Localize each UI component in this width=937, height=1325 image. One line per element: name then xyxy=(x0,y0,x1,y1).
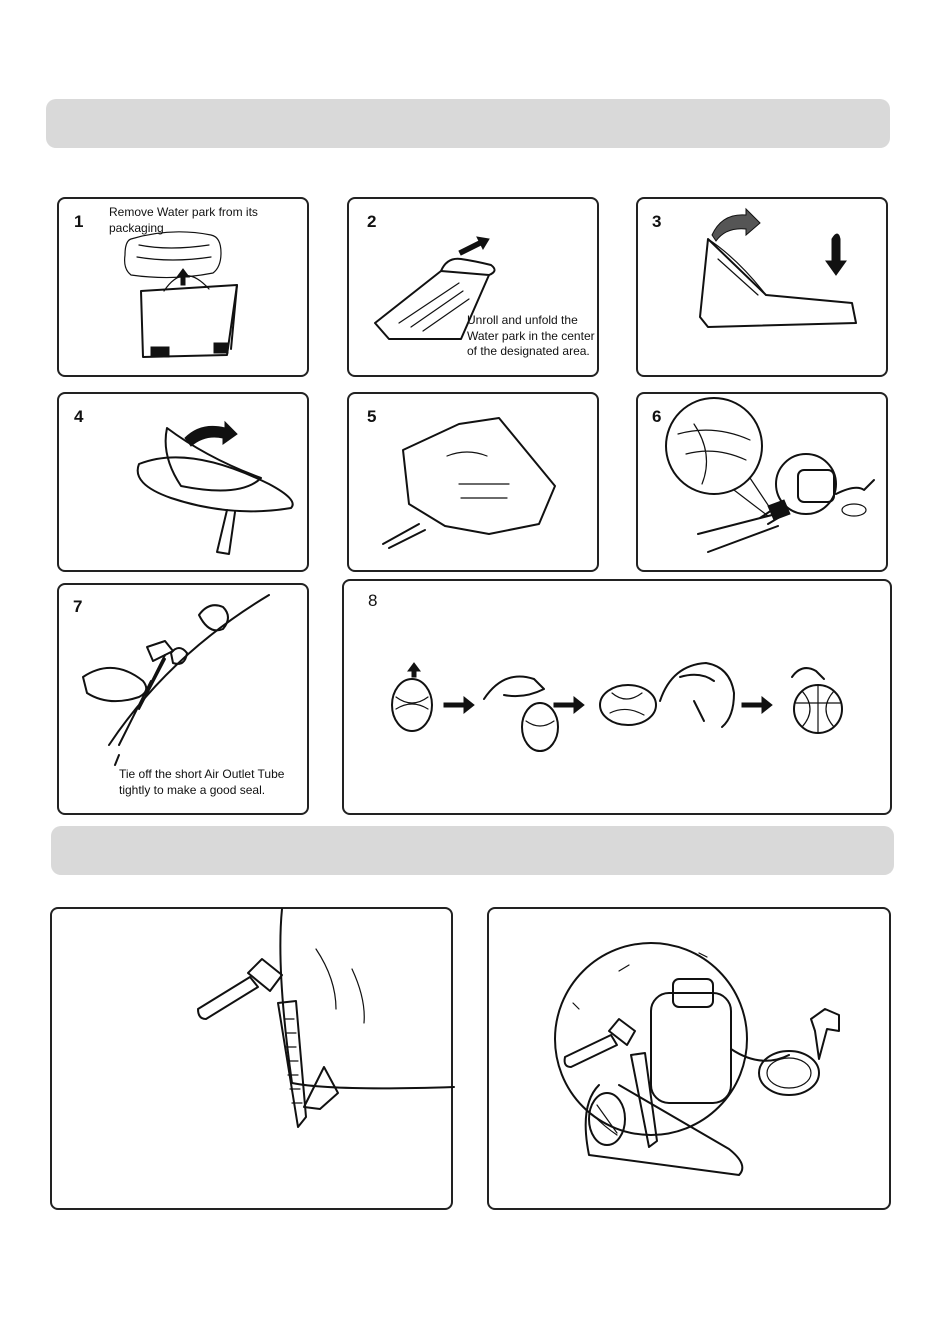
step-5-panel xyxy=(347,392,599,572)
step-2-panel xyxy=(347,197,599,377)
section-header-banner-top xyxy=(46,99,890,148)
tie-tube-illustration xyxy=(59,585,311,817)
blower-stake-illustration xyxy=(489,909,893,1212)
step-number: 2 xyxy=(367,212,377,231)
step-7-panel xyxy=(57,583,309,815)
step-3-panel xyxy=(636,197,888,377)
step-4-panel xyxy=(57,392,309,572)
folding-illustration xyxy=(59,394,311,574)
step-caption: Remove Water park from its packaging xyxy=(109,205,258,235)
right-arrow-icon xyxy=(742,697,772,713)
step-6-panel xyxy=(636,392,888,572)
right-arrow-icon xyxy=(444,697,474,713)
unrolled-water-park-illustration xyxy=(349,199,601,379)
right-arrow-icon xyxy=(554,697,584,713)
step-number: 7 xyxy=(73,597,83,616)
step-number: 5 xyxy=(367,407,377,426)
step-number: 6 xyxy=(652,407,662,426)
step-8-panel xyxy=(342,579,892,815)
step-caption: Unroll and unfold the Water park in the center of the designated area. xyxy=(467,313,595,358)
step-number: 1 xyxy=(74,212,84,231)
packaging-bag-illustration xyxy=(59,199,311,379)
stake-bag-sequence-illustration xyxy=(344,581,894,817)
unfolding-illustration xyxy=(638,199,890,379)
step-caption: Tie off the short Air Outlet Tube tightly to make a good seal. xyxy=(119,767,285,797)
spread-water-park-illustration xyxy=(349,394,601,574)
stake-hammer-illustration xyxy=(52,909,455,1212)
blower-connection-illustration xyxy=(638,394,890,574)
step-number: 4 xyxy=(74,407,84,426)
section-header-banner-bottom xyxy=(51,826,894,875)
blower-anchoring-panel xyxy=(487,907,891,1210)
step-number: 3 xyxy=(652,212,662,231)
step-number: 8 xyxy=(368,591,378,610)
stake-anchoring-panel xyxy=(50,907,453,1210)
step-1-panel xyxy=(57,197,309,377)
